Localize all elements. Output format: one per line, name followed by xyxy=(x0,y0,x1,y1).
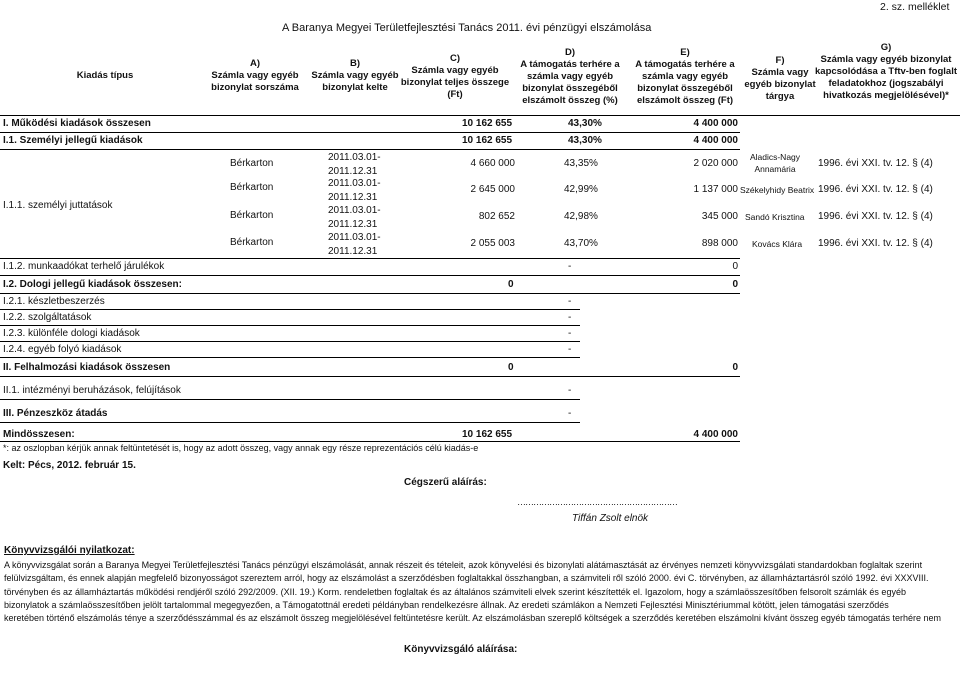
entry-c: 802 652 xyxy=(478,211,515,222)
entry-b-end: 2011.12.31 xyxy=(328,219,378,230)
row-divider xyxy=(0,325,580,326)
mukodesi-e: 4 400 000 xyxy=(693,118,738,129)
entry-b-start: 2011.03.01- xyxy=(328,178,381,189)
entry-b-start: 2011.03.01- xyxy=(328,232,381,243)
entry-e: 2 020 000 xyxy=(693,158,738,169)
felhalmozasi-e: 0 xyxy=(732,362,738,373)
header-e: E) A támogatás terhére a számla vagy egyéb bizonylat összegéből elszámolt összeg (Ft) xyxy=(635,47,735,106)
row-label-kulonfele: I.2.3. különféle dologi kiadások xyxy=(3,328,140,339)
header-d: D) A támogatás terhére a számla vagy egyéb bizonylat összegéből elszámolt összeg (%) xyxy=(520,47,620,106)
entry-a: Bérkarton xyxy=(230,237,274,248)
row-label-penzeszkoz: III. Pénzeszköz átadás xyxy=(3,408,108,419)
entry-b-end: 2011.12.31 xyxy=(328,166,378,177)
entry-g: 1996. évi XXI. tv. 12. § (4) xyxy=(818,211,933,222)
nyilatkozat-title: Könyvvizsgálói nyilatkozat: xyxy=(4,545,135,556)
row-label-keszlet: I.2.1. készletbeszerzés xyxy=(3,296,105,307)
entry-a: Bérkarton xyxy=(230,158,274,169)
nyilatkozat-line: bizonylatok a számlaösszesítőben jelölt tartalommal megegyezően, a Támogatottnál eredeti példányban rendelkezésre állnak. Az eredeti számlákon a Nemzeti Fejlesztési Minisztériummal kötött, jelen támogatási szerződés xyxy=(4,600,889,610)
entry-f-line1: Székelyhidy Beatrix xyxy=(740,185,815,195)
nyilatkozat-line: törvényben és az államháztartás működési rendjéről szóló 292/2009. (XII. 19.) Korm. rendeletben foglaltak és az általános számviteli elvek szerint készítették el. Igazolom, hogy a számlaösszesítőben felsorolt számlák és egyéb xyxy=(4,587,906,597)
keszlet-d: - xyxy=(568,296,572,307)
munkaadoi-e: 0 xyxy=(732,261,738,272)
nyilatkozat-line: keretében történő elszámolás ténye a szerződésszámmal és az elszámolt összeg megjelölésével feltüntetésre került. Az elszámolásban szereplő költségek a szerződés keretében elszámolni kívánt összeg egyéb támogatás terhére nem xyxy=(4,613,941,623)
entry-f-line1: Sandó Krisztina xyxy=(745,212,805,222)
annex-label: 2. sz. melléklet xyxy=(880,1,950,13)
row-divider xyxy=(0,357,580,358)
row-divider xyxy=(0,275,740,276)
entry-c: 4 660 000 xyxy=(470,158,515,169)
row-label-egyeb: I.2.4. egyéb folyó kiadások xyxy=(3,344,122,355)
signature-dots: …………………………………………………… xyxy=(517,497,677,507)
row-label-munkaadoi: I.1.2. munkaadókat terhelő járulékok xyxy=(3,261,165,272)
felhalmozasi-c: 0 xyxy=(508,362,514,373)
row-divider xyxy=(0,258,740,259)
dologi-e: 0 xyxy=(732,279,738,290)
footnote: *: az oszlopban kérjük annak feltüntetését is, hogy az adott összeg, vagy annak egy része reprezentációs célú kiadás-e xyxy=(3,443,479,453)
row-divider xyxy=(0,293,740,294)
intezmenyi-d: - xyxy=(568,385,572,396)
row-label-juttatasok: I.1.1. személyi juttatások xyxy=(3,200,113,211)
szemelyi-d: 43,30% xyxy=(568,135,602,146)
nyilatkozat-line: felülvizsgáltam, és ennek alapján megfelelő bizonyosságot szereztem arról, hogy az elszámolást a szerződésben foglaltakkal összhangban, a számviteli ről szóló 2000. évi C. törvényben, az államháztartásról szóló 1992. évi XXXVIII. xyxy=(4,573,929,583)
konyvvizsgalo-alairas-label: Könyvvizsgáló aláírása: xyxy=(404,644,518,655)
nyilatkozat-line: A könyvvizsgálat során a Baranya Megyei Területfejlesztési Tanács pénzügyi elszámolását, annak részeit és tételeit, azok könyvelési és bizonylati alátámasztását az érvényes nemzeti könyvvizsgálati standardokban foglaltak szerint xyxy=(4,560,923,570)
entry-d: 43,35% xyxy=(564,158,598,169)
entry-b-start: 2011.03.01- xyxy=(328,152,381,163)
entry-c: 2 645 000 xyxy=(470,184,515,195)
header-g: G) Számla vagy egyéb bizonylat kapcsolódása a Tftv-ben foglalt feladatokhoz (jogszabályi hivatkozás megjelölésével)* xyxy=(815,42,957,101)
row-divider xyxy=(0,309,580,310)
row-divider xyxy=(0,149,740,150)
entry-b-end: 2011.12.31 xyxy=(328,246,378,257)
row-divider xyxy=(0,399,580,400)
header-c: C) Számla vagy egyéb bizonylat teljes összege (Ft) xyxy=(400,53,510,100)
header-kiadas-tipus: Kiadás típus xyxy=(76,70,134,81)
entry-c: 2 055 003 xyxy=(470,238,515,249)
entry-f-line1: Aladics-Nagy xyxy=(749,152,801,162)
szemelyi-c: 10 162 655 xyxy=(462,135,513,146)
mindosszesen-e: 4 400 000 xyxy=(693,429,738,440)
entry-e: 345 000 xyxy=(701,211,738,222)
kelt-text: Kelt: Pécs, 2012. február 15. xyxy=(3,460,136,471)
mindosszesen-c: 10 162 655 xyxy=(462,429,513,440)
entry-d: 43,70% xyxy=(564,238,598,249)
entry-d: 42,98% xyxy=(564,211,598,222)
row-divider xyxy=(0,441,740,442)
entry-b-start: 2011.03.01- xyxy=(328,205,381,216)
mukodesi-d: 43,30% xyxy=(568,118,602,129)
entry-d: 42,99% xyxy=(564,184,598,195)
row-label-intezmenyi: II.1. intézményi beruházások, felújítások xyxy=(3,385,181,396)
row-divider xyxy=(0,132,740,133)
entry-e: 1 137 000 xyxy=(693,184,738,195)
row-divider xyxy=(0,376,740,377)
header-divider xyxy=(0,115,960,116)
egyeb-d: - xyxy=(568,344,572,355)
mukodesi-c: 10 162 655 xyxy=(462,118,513,129)
penzeszkoz-d: - xyxy=(568,408,572,419)
row-label-mukodesi: I. Működési kiadások összesen xyxy=(3,118,151,129)
signer-name: Tiffán Zsolt elnök xyxy=(572,513,649,524)
header-f: F) Számla vagy egyéb bizonylat tárgya xyxy=(744,55,816,102)
entry-b-end: 2011.12.31 xyxy=(328,192,378,203)
row-label-mindosszesen: Mindösszesen: xyxy=(3,429,75,440)
cegszeru-alairas-label: Cégszerű aláírás: xyxy=(404,477,487,488)
row-label-felhalmozasi: II. Felhalmozási kiadások összesen xyxy=(3,362,171,373)
row-label-dologi: I.2. Dologi jellegű kiadások összesen: xyxy=(3,279,182,290)
munkaadoi-d: - xyxy=(568,261,572,272)
entry-f-line1: Kovács Klára xyxy=(752,239,803,249)
entry-a: Bérkarton xyxy=(230,210,274,221)
page-title: A Baranya Megyei Területfejlesztési Tanács 2011. évi pénzügyi elszámolása xyxy=(282,22,652,34)
dologi-c: 0 xyxy=(508,279,514,290)
entry-g: 1996. évi XXI. tv. 12. § (4) xyxy=(818,184,933,195)
szemelyi-e: 4 400 000 xyxy=(693,135,738,146)
entry-g: 1996. évi XXI. tv. 12. § (4) xyxy=(818,238,933,249)
entry-e: 898 000 xyxy=(701,238,738,249)
entry-f-line2: Annamária xyxy=(754,164,796,174)
row-divider xyxy=(0,341,580,342)
kulonfele-d: - xyxy=(568,328,572,339)
row-label-szemelyi: I.1. Személyi jellegű kiadások xyxy=(3,135,143,146)
row-label-szolgaltatasok: I.2.2. szolgáltatások xyxy=(3,312,92,323)
header-b: B) Számla vagy egyéb bizonylat kelte xyxy=(311,58,399,93)
szolg-d: - xyxy=(568,312,572,323)
entry-a: Bérkarton xyxy=(230,182,274,193)
header-a: A) Számla vagy egyéb bizonylat sorszáma xyxy=(211,58,299,93)
entry-g: 1996. évi XXI. tv. 12. § (4) xyxy=(818,158,933,169)
row-divider xyxy=(0,422,580,423)
